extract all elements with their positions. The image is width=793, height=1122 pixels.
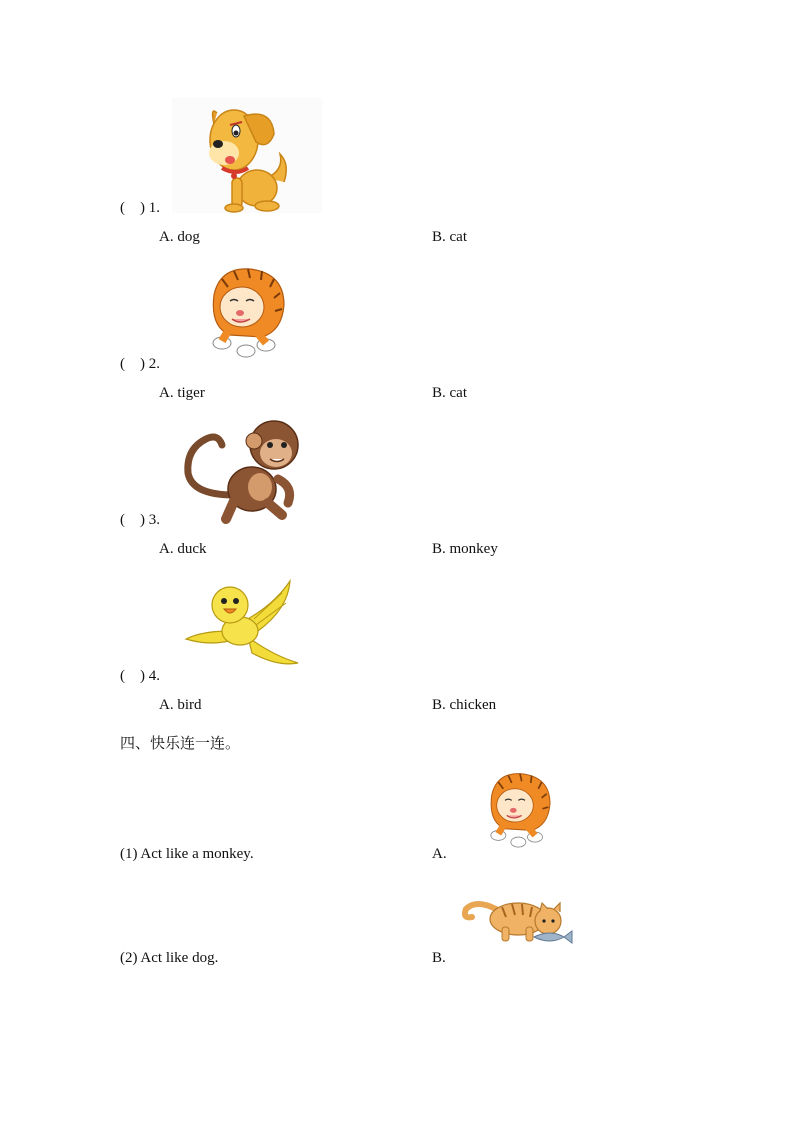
match-item-1-text: (1) Act like a monkey.: [120, 846, 254, 862]
match-choice-a: A.: [432, 846, 447, 862]
dog-illustration: [172, 98, 322, 213]
cat-illustration: [462, 885, 574, 949]
tiger-illustration: [480, 770, 555, 850]
question-2-option-b: B. cat: [432, 385, 467, 401]
match-choice-b: B.: [432, 950, 446, 966]
question-1-option-b: B. cat: [432, 229, 467, 245]
question-4-option-b: B. chicken: [432, 697, 497, 713]
question-2-option-a: A. tiger: [159, 385, 205, 401]
question-1-option-a: A. dog: [159, 229, 200, 245]
question-3-option-a: A. duck: [159, 541, 207, 557]
question-1-label: ( ) 1.: [120, 200, 160, 216]
question-3-option-b: B. monkey: [432, 541, 498, 557]
section-4-title: 四、快乐连一连。: [120, 734, 241, 752]
tiger-illustration: [200, 265, 290, 360]
bird-illustration: [182, 575, 302, 670]
monkey-illustration: [182, 415, 307, 525]
question-4-label: ( ) 4.: [120, 668, 160, 684]
question-2-label: ( ) 2.: [120, 356, 160, 372]
match-item-2-text: (2) Act like dog.: [120, 950, 219, 966]
question-3-label: ( ) 3.: [120, 512, 160, 528]
question-4-option-a: A. bird: [159, 697, 202, 713]
